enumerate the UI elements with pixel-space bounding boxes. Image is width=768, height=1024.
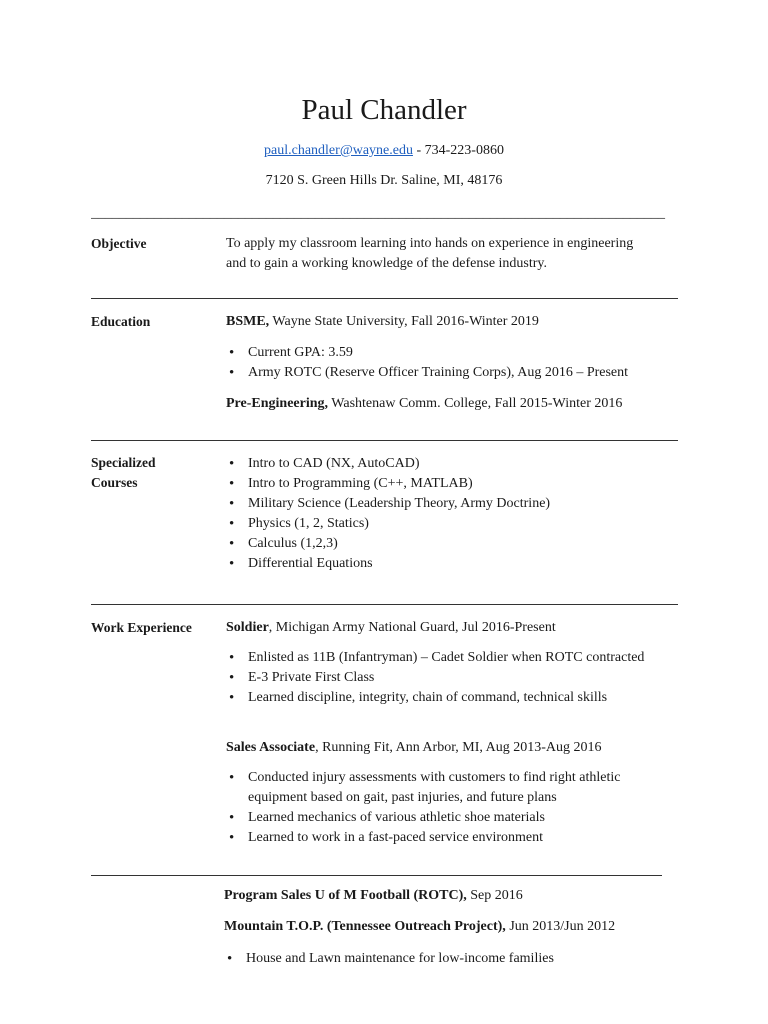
section-divider [91,604,678,605]
education-entry-preeng [226,394,696,414]
activity-program-sales [224,886,694,906]
objective-line-2: and to gain a working knowledge of the defense industry. [226,256,548,271]
degree-details: Washtenaw Comm. College, Fall 2015-Winter 2016 [328,396,623,411]
list-item: • Army ROTC (Reserve Officer Training Corps), Aug 2016 – Present [226,363,696,383]
education-label: Education [91,314,151,329]
courses-label [91,453,156,493]
job-sales-associate-header [226,738,696,758]
activity-bullets [224,949,694,969]
list-item: • Military Science (Leadership Theory, Army Doctrine) [226,494,696,514]
courses-label-line-2: Courses [91,475,138,490]
education-entry-bsme [226,312,696,332]
job-sales-associate-bullets [226,768,696,848]
phone-number: 734-223-0860 [424,143,504,158]
activity-details: Sep 2016 [466,888,523,903]
activity-mountain-top [224,917,694,937]
section-divider [91,440,678,441]
degree-title: BSME, [226,314,270,329]
job-details: , Running Fit, Ann Arbor, MI, Aug 2013-Aug 2016 [315,740,602,755]
address-line: 7120 S. Green Hills Dr. Saline, MI, 48176 [265,173,503,188]
header-underline: __________________________________________________________________________________ [91,206,665,221]
list-item: • E-3 Private First Class [226,668,696,688]
list-item: • Learned mechanics of various athletic shoe materials [226,808,696,828]
activity-title: Program Sales U of M Football (ROTC), [224,888,467,903]
list-item [226,768,696,808]
list-item: • Intro to Programming (C++, MATLAB) [226,474,696,494]
list-item: • Intro to CAD (NX, AutoCAD) [226,454,696,474]
objective-text [226,234,686,274]
courses-list [226,454,696,574]
resume-name: Paul Chandler [301,94,467,126]
degree-title: Pre-Engineering, [226,396,329,411]
work-experience-label: Work Experience [91,620,192,635]
section-divider [91,298,678,299]
list-item: • Enlisted as 11B (Infantryman) – Cadet Soldier when ROTC contracted [226,648,696,668]
job-title: Soldier [226,620,269,635]
list-item: • Physics (1, 2, Statics) [226,514,696,534]
section-divider [91,875,662,876]
list-item: • Differential Equations [226,554,696,574]
job-details: , Michigan Army National Guard, Jul 2016-Present [268,620,556,635]
email-link[interactable]: paul.chandler@wayne.edu [264,143,413,158]
contact-line [0,142,768,160]
degree-details: Wayne State University, Fall 2016-Winter 2019 [269,314,539,329]
job-soldier-header [226,618,696,638]
list-item: • Learned to work in a fast-paced service environment [226,828,696,848]
list-item: • Current GPA: 3.59 [226,343,696,363]
education-bullet-list [226,343,696,383]
job-title: Sales Associate [226,740,316,755]
bullet-line-2: equipment based on gait, past injuries, and future plans [248,790,557,805]
bullet-line-1: • Conducted injury assessments with customers to find right athletic [248,770,621,785]
objective-line-1: To apply my classroom learning into hands on experience in engineering [226,236,634,251]
courses-label-line-1: Specialized [91,455,156,470]
job-soldier-bullets [226,648,696,708]
list-item: • House and Lawn maintenance for low-income families [224,949,694,969]
list-item: • Learned discipline, integrity, chain of command, technical skills [226,688,696,708]
activity-details: Jun 2013/Jun 2012 [505,919,616,934]
contact-separator: - [412,143,425,158]
list-item: • Calculus (1,2,3) [226,534,696,554]
objective-label: Objective [91,236,147,251]
activity-title: Mountain T.O.P. (Tennessee Outreach Project), [224,919,506,934]
